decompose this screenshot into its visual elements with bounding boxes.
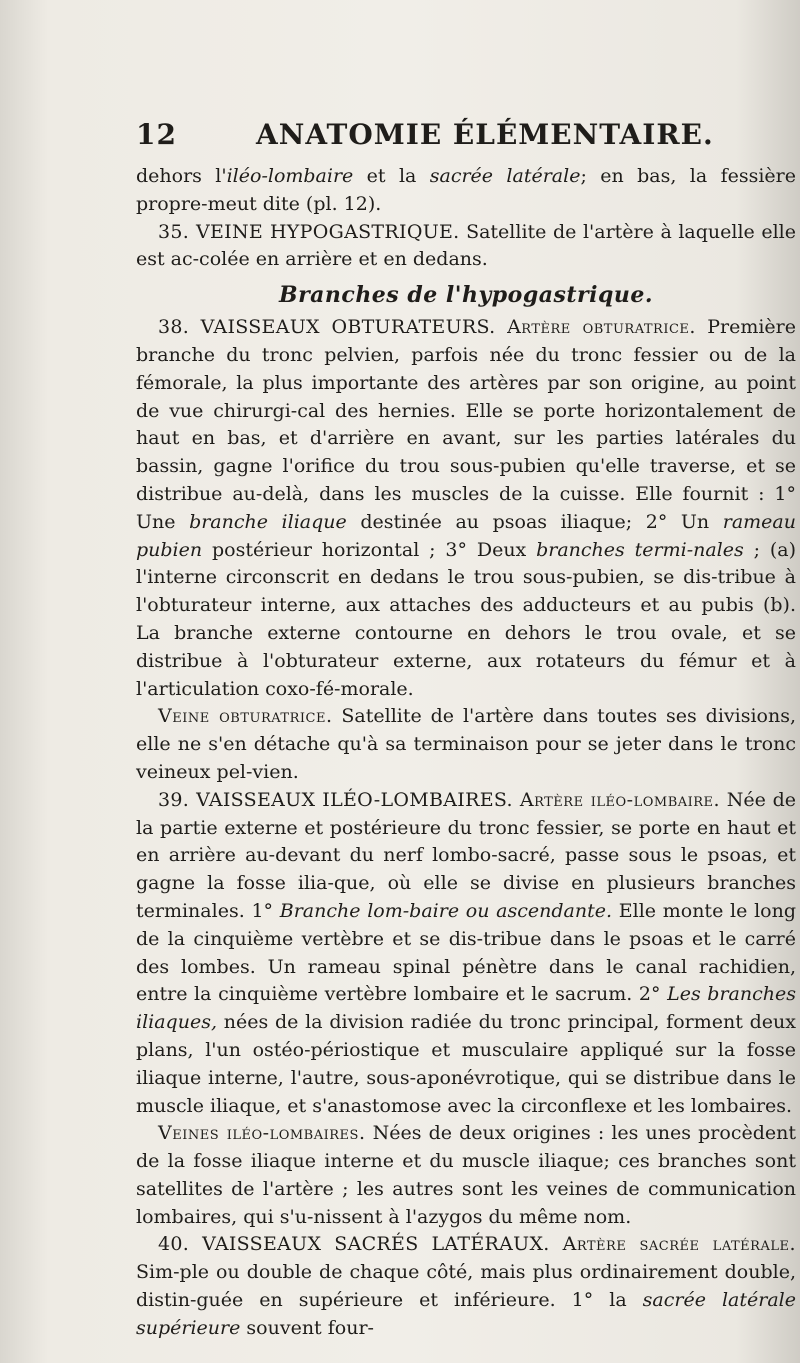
italic-term: iléo-lombaire	[226, 165, 354, 187]
text-run: ; (a) l'interne circonscrit en dedans le trou sous-pubien, se dis-tribue à l'obturateur interne, aux attaches des adducteurs et au pubis (b). La branche externe contourne en dehors le trou ovale, et se distribue à l'obturateur externe, aux rotateurs du fémur et à l'articulation coxo-fé-morale.	[136, 538, 796, 700]
paragraph-p3	[136, 314, 796, 703]
text-run: ; en bas, la fessière propre-meut dite (pl. 12).	[136, 165, 796, 215]
text-run: Nées de deux origines : les unes procèdent de la fosse iliaque interne et du muscle iliaque; ces branches sont satellites de l'artère ; les autres sont les veines de communication lombaires, qui s'u-nissent à l'azygos du même nom.	[136, 1122, 796, 1228]
italic-term: Branche lom-baire ou ascendante.	[279, 899, 613, 922]
entry-heading: 38. VAISSEAUX OBTURATEURS.	[158, 316, 508, 339]
text-run: Née de la partie externe et postérieure du tronc fessier, se porte en haut et en arrière au-devant du nerf lombo-sacré, passe sous le psoas, et gagne la fosse ilia-que, où elle se divise en plusieurs branches terminales. 1°	[136, 788, 796, 922]
text-run: Satellite de l'artère dans toutes ses divisions, elle ne s'en détache qu'à sa terminaison pour se jeter dans le tronc veineux pel-vien.	[136, 705, 796, 783]
text-run: destinée au psoas iliaque; 2° Un	[346, 510, 723, 533]
text-run: Sim-ple ou double de chaque côté, mais plus ordinairement double, distin-guée en supérieure et inférieure. 1° la	[136, 1261, 796, 1312]
paragraph-p7	[136, 1231, 796, 1342]
text-run: Elle monte le long de la cinquième vertèbre et se dis-tribue dans le psoas et le carré des lombes. Un rameau spinal pénètre dans le canal rachidien, entre la cinquième vertèbre lombaire et le sacrum. 2°	[136, 899, 796, 1006]
small-caps-term: Artère iléo-lombaire.	[519, 788, 721, 811]
entry-heading: 39. VAISSEAUX ILÉO-LOMBAIRES.	[158, 788, 520, 811]
small-caps-term: Veine obturatrice.	[158, 705, 333, 728]
page-number: 12	[136, 118, 177, 151]
running-title: ANATOMIE ÉLÉMENTAIRE.	[256, 118, 714, 151]
page-content	[136, 118, 796, 1343]
small-caps-term: Artère sacrée latérale.	[562, 1233, 796, 1256]
paragraph-p2	[136, 219, 796, 275]
italic-term: branche iliaque	[189, 510, 347, 533]
italic-term: sacrée latérale	[429, 165, 581, 187]
paragraph-p5	[136, 787, 796, 1121]
paragraph-p6	[136, 1120, 796, 1231]
text-run: postérieur horizontal ; 3° Deux	[202, 538, 537, 561]
text-run: Première branche du tronc pelvien, parfois née du tronc fessier ou de la fémorale, la plus importante des artères par son origine, au point de vue chirurgi-cal des hernies. Elle se porte horizontalement de haut en bas, et d'arrière en avant, sur les parties latérales du bassin, gagne l'orifice du trou sous-pubien qu'elle traverse, et se distribue au-delà, dans les muscles de la cuisse. Elle fournit : 1° Une	[136, 316, 796, 533]
italic-term: branches termi-nales	[536, 538, 744, 561]
text-run: souvent four-	[240, 1316, 374, 1339]
entry-heading: 35. VEINE HYPOGASTRIQUE.	[158, 220, 460, 243]
paragraph-p4	[136, 703, 796, 786]
italic-term: sacrée latérale supérieure	[136, 1289, 796, 1339]
text-run: nées de la division radiée du tronc principal, forment deux plans, l'un ostéo-périostique et musculaire appliqué sur la fosse iliaque interne, l'autre, sous-aponévrotique, qui se distribue dans le muscle iliaque, et s'anastomose avec la circonflexe et les lombaires.	[136, 1011, 796, 1117]
section-heading: Branches de l'hypogastrique.	[278, 282, 653, 309]
italic-term: Les branches iliaques,	[136, 983, 796, 1034]
italic-term: rameau pubien	[136, 510, 796, 561]
text-run: Satellite de l'artère à laquelle elle est ac-colée en arrière et en dedans.	[136, 220, 796, 271]
entry-heading: 40. VAISSEAUX SACRÉS LATÉRAUX.	[158, 1233, 563, 1256]
text-run: et la	[353, 165, 430, 187]
paragraph-p1	[136, 163, 796, 219]
body-text	[136, 163, 796, 1343]
text-run: dehors l'	[136, 165, 227, 187]
small-caps-term: Veines iléo-lombaires.	[158, 1122, 366, 1145]
small-caps-term: Artère obturatrice.	[507, 316, 696, 339]
running-head	[136, 118, 796, 151]
